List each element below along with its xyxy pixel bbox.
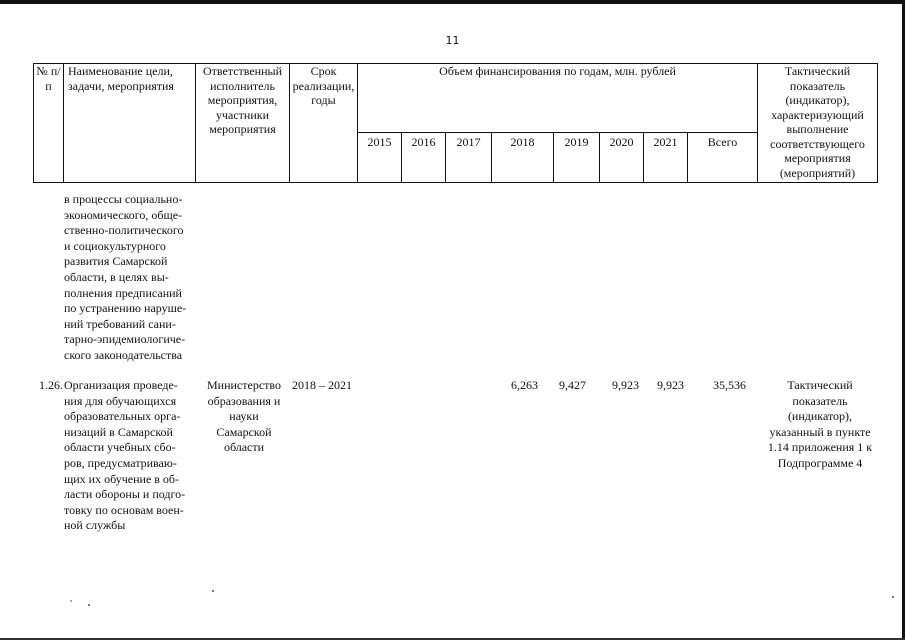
text-line: Тактический xyxy=(787,378,853,392)
header-year: 2019 xyxy=(554,133,600,183)
text-line: в процессы социально- xyxy=(64,192,183,206)
header-year: 2018 xyxy=(492,133,554,183)
scan-top-edge xyxy=(0,0,905,4)
scan-speck xyxy=(212,590,214,592)
row-responsible xyxy=(198,378,290,456)
text-line: щих их обучение в об- xyxy=(64,471,180,486)
text-line: по устранению наруше- xyxy=(64,301,187,316)
row-number: 1.26. xyxy=(39,378,63,392)
header-funding: Объем финансирования по годам, млн. рублей xyxy=(358,64,758,133)
row-value-2019: 9,427 xyxy=(559,378,586,392)
text-line: образовательных орга- xyxy=(64,409,181,424)
text-line: тарно-эпидемиологиче- xyxy=(64,332,186,347)
row-period: 2018 – 2021 xyxy=(292,378,352,392)
header-responsible: Ответственный исполнитель мероприятия, участники мероприятия xyxy=(196,64,290,183)
text-line: Подпрограмме 4 xyxy=(777,455,863,470)
text-line: Министерство xyxy=(207,378,281,392)
text-line: товку по основам воен- xyxy=(64,502,184,517)
header-year: 2020 xyxy=(600,133,644,183)
row-name xyxy=(64,378,196,534)
text-line: ственно-политического xyxy=(64,223,184,238)
header-year: 2021 xyxy=(644,133,688,183)
table-header xyxy=(33,63,878,183)
text-line: ний требований сани- xyxy=(64,316,176,331)
text-line: науки xyxy=(229,409,259,424)
continuation-text xyxy=(64,192,196,364)
text-line: ского законодательства xyxy=(64,347,183,362)
text-line: ния для обучающихся xyxy=(64,393,177,408)
text-line: области учебных сбо- xyxy=(64,440,176,455)
header-indicator: Тактический показатель (индикатор), характеризующий выполнение соответствующего мероприятия (мероприятий) xyxy=(758,64,878,183)
text-line: Самарской xyxy=(216,424,272,439)
text-line: ров, предусматриваю- xyxy=(64,455,177,470)
row-value-2018: 6,263 xyxy=(511,378,538,392)
text-line: и социокультурного xyxy=(64,238,166,253)
scan-speck xyxy=(892,596,894,598)
text-line: области, в целях вы- xyxy=(64,269,169,284)
header-name: Наименование цели, задачи, мероприятия xyxy=(64,64,196,183)
text-line: 1.14 приложения 1 к xyxy=(767,440,873,455)
text-line: полнения предписаний xyxy=(64,285,182,300)
text-line: образования и xyxy=(207,393,281,408)
text-line: области xyxy=(223,440,265,455)
row-value-2021: 9,923 xyxy=(657,378,684,392)
page-number: 11 xyxy=(445,34,460,47)
row-value-2020: 9,923 xyxy=(612,378,639,392)
row-total: 35,536 xyxy=(713,378,746,392)
text-line: показатель xyxy=(792,393,848,408)
text-line: (индикатор), xyxy=(787,409,853,424)
text-line: ласти обороны и подго- xyxy=(64,487,186,502)
header-year: 2015 xyxy=(358,133,402,183)
text-line: указанный в пункте xyxy=(769,424,871,439)
header-total: Всего xyxy=(688,133,758,183)
row-indicator xyxy=(758,378,882,472)
text-line: низаций в Самарской xyxy=(64,424,173,439)
header-period: Срок реализации, годы xyxy=(290,64,358,183)
header-year: 2016 xyxy=(402,133,446,183)
header-year: 2017 xyxy=(446,133,492,183)
text-line: ной службы xyxy=(64,518,126,533)
scan-speck xyxy=(70,600,72,602)
text-line: развития Самарской xyxy=(64,254,168,269)
text-line: Организация проведе- xyxy=(64,378,178,392)
text-line: экономического, обще- xyxy=(64,207,183,222)
scan-speck xyxy=(88,604,90,606)
header-number: № п/п xyxy=(34,64,64,183)
